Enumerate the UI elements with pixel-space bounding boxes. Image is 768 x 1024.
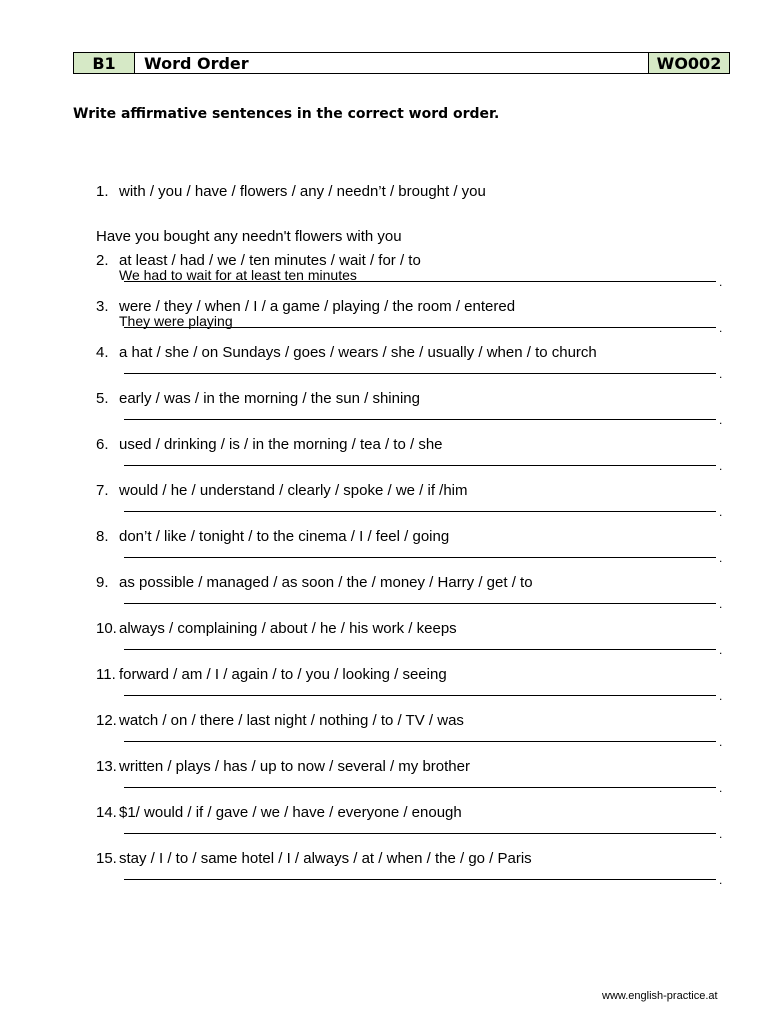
item-1-answer[interactable]: Have you bought any needn't flowers with you [96, 228, 402, 245]
item-prompt: always / complaining / about / he / his work / keeps [119, 620, 457, 637]
exercise-item-7 [96, 482, 736, 528]
line-end-dot: . [719, 413, 723, 427]
item-number: 7. [96, 482, 109, 499]
worksheet-title: Word Order [135, 53, 649, 73]
item-number: 3. [96, 298, 109, 315]
worksheet-header [73, 52, 730, 74]
item-number: 11. [96, 666, 116, 683]
exercise-item-14 [96, 804, 736, 850]
line-end-dot: . [719, 781, 723, 795]
item-number: 5. [96, 390, 109, 407]
exercise-item-4 [96, 344, 736, 390]
answer-line[interactable] [124, 603, 716, 604]
item-prompt: were / they / when / I / a game / playing / the room / entered [119, 298, 516, 315]
answer-line[interactable] [124, 879, 716, 880]
answer-line[interactable] [124, 511, 716, 512]
answer-line[interactable] [124, 557, 716, 558]
exercise-item-15 [96, 850, 736, 896]
item-number: 6. [96, 436, 109, 453]
line-end-dot: . [719, 827, 723, 841]
line-end-dot: . [719, 505, 723, 519]
item-number: 15. [96, 850, 117, 867]
line-end-dot: . [719, 689, 723, 703]
exercise-item-11 [96, 666, 736, 712]
exercise-item-6 [96, 436, 736, 482]
item-number: 8. [96, 528, 109, 545]
answer-line[interactable] [124, 787, 716, 788]
item-prompt: don’t / like / tonight / to the cinema / I / feel / going [119, 528, 450, 545]
answer-line[interactable] [124, 695, 716, 696]
line-end-dot: . [719, 367, 723, 381]
item-number: 14. [96, 804, 117, 821]
answer-line[interactable] [124, 373, 716, 374]
answer-line[interactable] [124, 281, 716, 282]
line-end-dot: . [719, 873, 723, 887]
exercise-item-1 [96, 183, 736, 229]
item-prompt: stay / I / to / same hotel / I / always / at / when / the / go / Paris [119, 850, 532, 867]
item-number: 2. [96, 252, 109, 269]
item-prompt: forward / am / I / again / to / you / looking / seeing [119, 666, 447, 683]
item-prompt: early / was / in the morning / the sun / shining [119, 390, 420, 407]
item-prompt: with / you / have / flowers / any / needn’t / brought / you [119, 183, 486, 200]
item-prompt: used / drinking / is / in the morning / tea / to / she [119, 436, 443, 453]
item-number: 1. [96, 183, 109, 200]
footer-url: www.english-practice.at [602, 990, 718, 1002]
line-end-dot: . [719, 275, 723, 289]
line-end-dot: . [719, 735, 723, 749]
level-badge: B1 [74, 53, 135, 73]
line-end-dot: . [719, 459, 723, 473]
answer-line[interactable] [124, 649, 716, 650]
instruction-text: Write affirmative sentences in the correct word order. [73, 106, 500, 122]
exercise-item-10 [96, 620, 736, 666]
exercise-item-8 [96, 528, 736, 574]
exercise-item-12 [96, 712, 736, 758]
item-answer[interactable]: We had to wait for at least ten minutes [119, 267, 357, 283]
exercise-item-3 [96, 298, 736, 344]
item-prompt: a hat / she / on Sundays / goes / wears / she / usually / when / to church [119, 344, 597, 361]
exercise-item-5 [96, 390, 736, 436]
line-end-dot: . [719, 551, 723, 565]
item-number: 10. [96, 620, 117, 637]
answer-line[interactable] [124, 833, 716, 834]
line-end-dot: . [719, 321, 723, 335]
item-prompt: watch / on / there / last night / nothing / to / TV / was [119, 712, 464, 729]
item-number: 13. [96, 758, 117, 775]
answer-line[interactable] [124, 465, 716, 466]
item-prompt: $1/ would / if / gave / we / have / everyone / enough [119, 804, 462, 821]
answer-line[interactable] [124, 741, 716, 742]
item-prompt: would / he / understand / clearly / spoke / we / if /him [119, 482, 468, 499]
worksheet-code: WO002 [649, 53, 729, 73]
item-number: 4. [96, 344, 109, 361]
item-number: 12. [96, 712, 117, 729]
item-answer[interactable]: They were playing [119, 313, 233, 329]
answer-line[interactable] [124, 327, 716, 328]
line-end-dot: . [719, 597, 723, 611]
answer-line[interactable] [124, 419, 716, 420]
item-prompt: as possible / managed / as soon / the / money / Harry / get / to [119, 574, 533, 591]
item-number: 9. [96, 574, 109, 591]
exercise-item-13 [96, 758, 736, 804]
line-end-dot: . [719, 643, 723, 657]
item-prompt: written / plays / has / up to now / several / my brother [119, 758, 470, 775]
exercise-item-9 [96, 574, 736, 620]
item-prompt: at least / had / we / ten minutes / wait / for / to [119, 252, 421, 269]
exercise-item-2 [96, 252, 736, 298]
